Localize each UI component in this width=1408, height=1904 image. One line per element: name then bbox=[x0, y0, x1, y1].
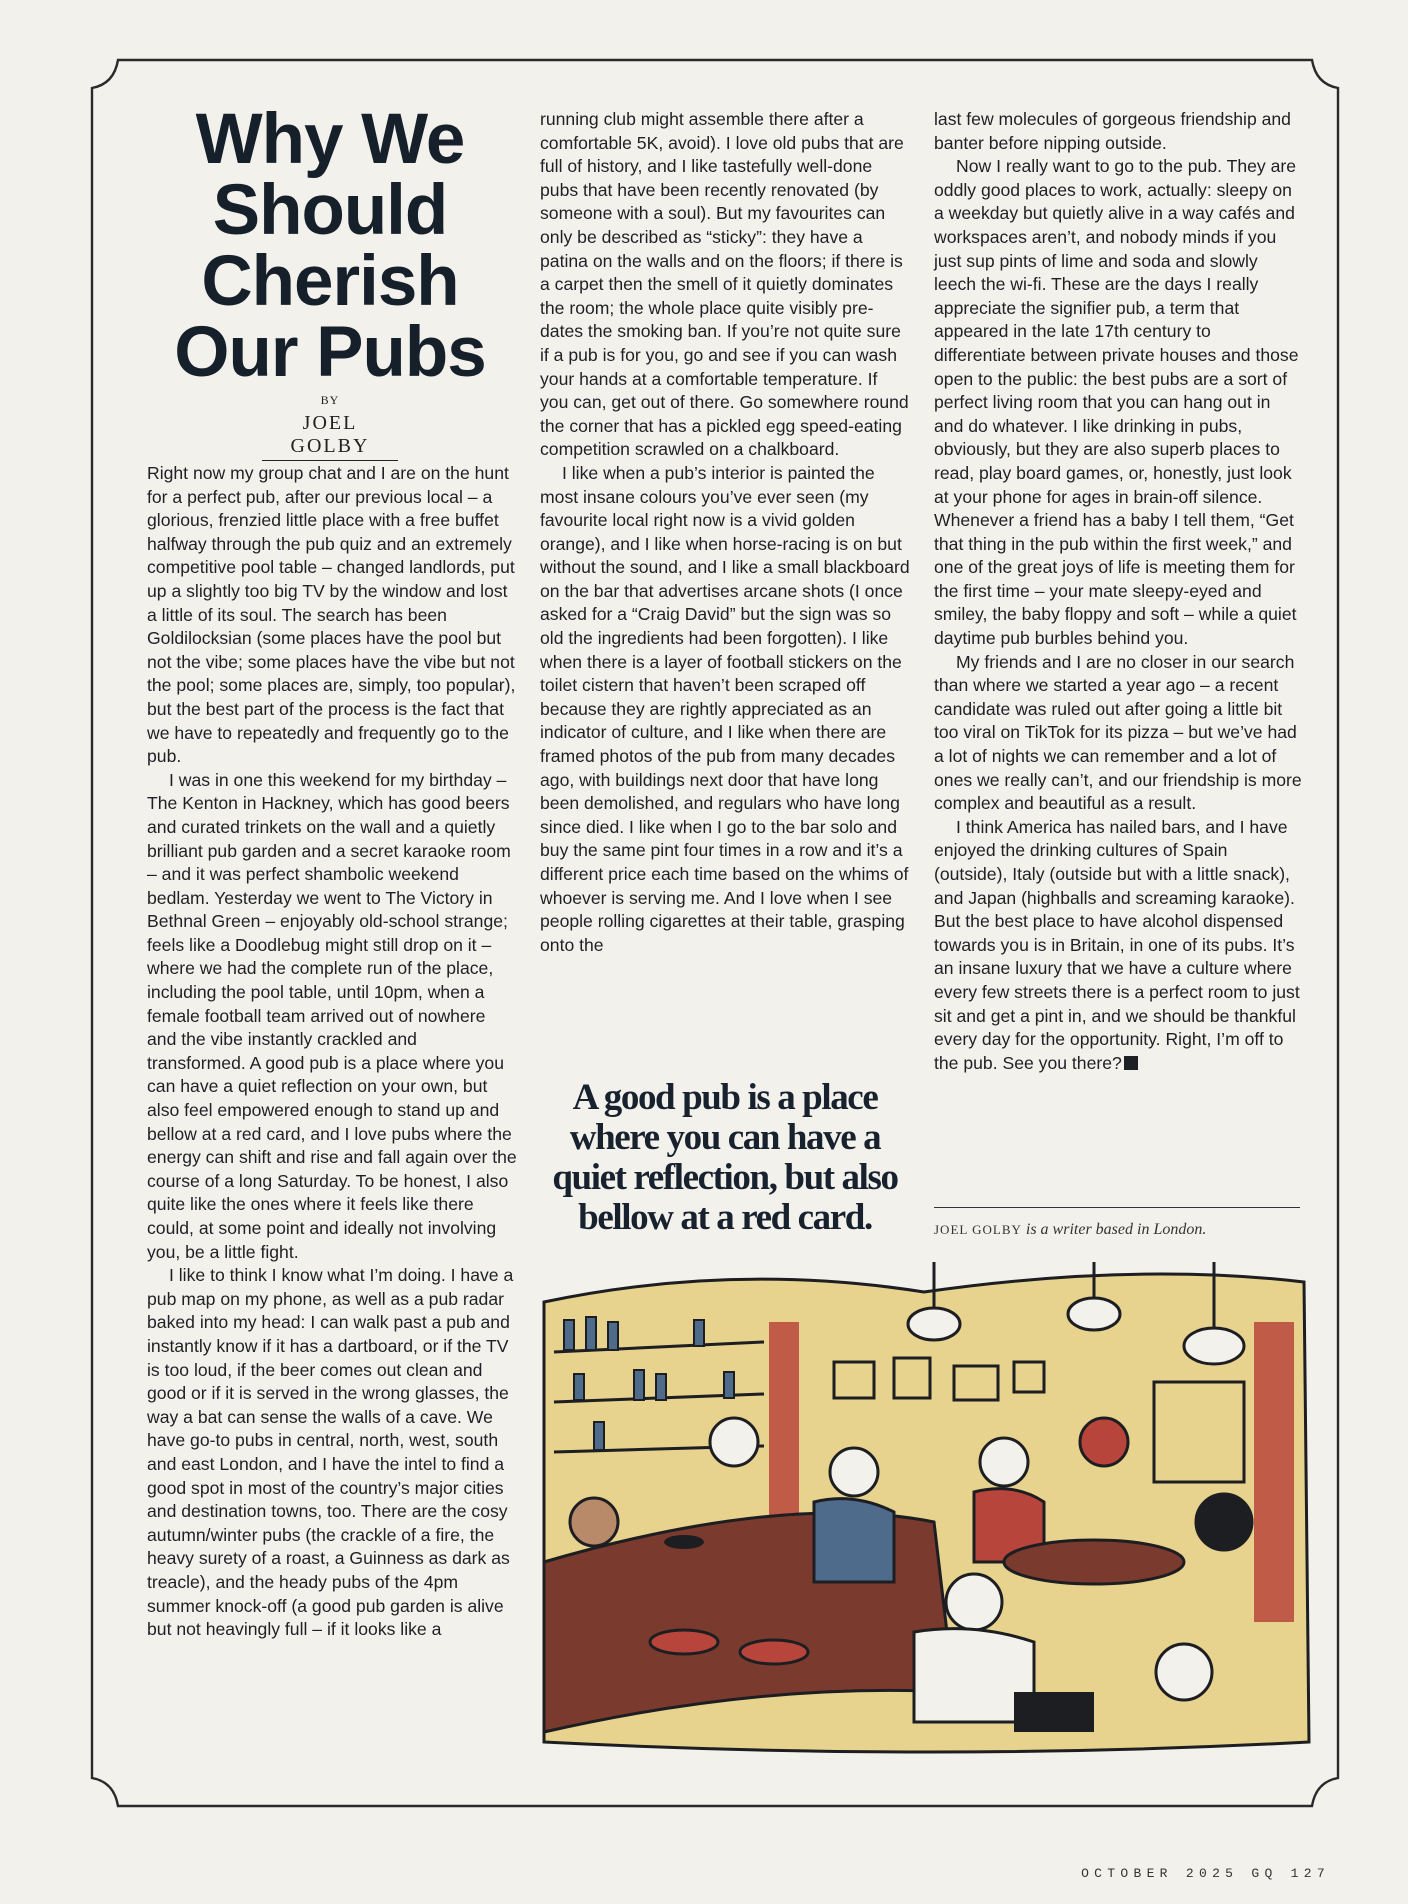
paragraph-last bbox=[934, 816, 1304, 1076]
body-column-2 bbox=[540, 108, 910, 957]
title-line: Cherish bbox=[201, 242, 459, 321]
paragraph: I like when a pub’s interior is painted the most insane colours you’ve ever seen (my favourite local right now is a vivid golden orange), and I like when horse-racing is on but without the sound, and I like a small blackboard on the bar that advertises arcane shots (I once asked for a “Craig David” but the sign was so old the ingredients had been forgotten). I like when there is a layer of football stickers on the toilet cistern that haven’t been scraped off because they are rightly appreciated as an indicator of culture, and I like when there are framed photos of the pub from many decades ago, with buildings next door that have long been demolished, and regulars who have long since died. I like when I go to the bar solo and buy the same pint four times in a row and it’s a different price each time based on the whims of whoever is serving me. And I love when I see people rolling cigarettes at their table, grasping onto the bbox=[540, 462, 910, 955]
credit-divider bbox=[934, 1207, 1300, 1208]
title-line: Why We bbox=[195, 100, 465, 179]
title-line: Our Pubs bbox=[174, 313, 486, 392]
paragraph: I was in one this weekend for my birthday – The Kenton in Hackney, which has good beers and curated trinkets on the wall and a quietly brilliant pub garden and a secret karaoke room – and it was perfect shambolic weekend bedlam. Yesterday we went to The Victory in Bethnal Green – enjoyably old-school strange; feels like a Doodlebug might still drop on it – where we had the complete run of the place, including the pool table, until 10pm, when a female football team arrived out of nowhere and the vibe instantly crackled and transformed. A good pub is a place where you can have a quiet reflection on your own, but also feel empowered enough to stand up and bellow at a red card, and I love pubs where the energy can shift and rise and fall again over the course of a long Saturday. To be honest, I also quite like the ones where it feels like there could, at some point and ideally not involving you, be a little fight. bbox=[147, 769, 517, 1262]
body-column-3 bbox=[934, 108, 1304, 1075]
paragraph: My friends and I are no closer in our search than where we started a year ago – a recent candidate was ruled out after going a little bit too viral on TikTok for its pizza – but we’ve had a lot of nights we can remember and a lot of ones we really can’t, and our friendship is more complex and beautiful as a result. bbox=[934, 651, 1302, 814]
page-footer: OCTOBER 2025 GQ 127 bbox=[1081, 1866, 1330, 1881]
paragraph: I like to think I know what I’m doing. I have a pub map on my phone, as well as a pub radar baked into my head: I can walk past a pub and instantly know if it has a dartboard, or if the TV is too loud, if the beer comes out clean and good or if it is served in the wrong glasses, the way a bat can sense the walls of a cave. We have go-to pubs in central, north, west, south and east London, and I have the intel to find a good spot in most of the country’s major cities and destination towns, too. There are the cosy autumn/winter pubs (the crackle of a fire, the heavy surety of a roast, a Guinness as dark as treacle), and the heady pubs of the 4pm summer knock-off (a good pub garden is alive but not heavingly full – if it looks like a bbox=[147, 1265, 514, 1640]
article-title bbox=[150, 100, 510, 392]
pull-quote: A good pub is a place where you can have a quiet reflection, but also bellow at a red card. bbox=[552, 1077, 898, 1238]
end-mark-icon bbox=[1124, 1056, 1138, 1070]
title-line: Should bbox=[212, 171, 448, 250]
byline-author: JOEL GOLBY bbox=[262, 412, 398, 461]
byline-by: BY bbox=[320, 393, 340, 407]
author-credit bbox=[934, 1221, 1304, 1239]
paragraph: last few molecules of gorgeous friendship and banter before nipping outside. bbox=[934, 109, 1291, 153]
body-column-1 bbox=[147, 462, 517, 1642]
paragraph: running club might assemble there after a comfortable 5K, avoid). I love old pubs that are full of history, and I like tastefully well-done pubs that have been recently renovated (by someone with a soul). But my favourites can only be described as “sticky”: they have a patina on the walls and on the floors; if there is a carpet then the smell of it quietly dominates the room; the whole place quite visibly pre-dates the smoking ban. If you’re not quite sure if a pub is for you, go and see if you can wash your hands at a comfortable temperature. If you can, get out of there. Go somewhere round the corner that has a pickled egg speed-eating competition scrawled on a chalkboard. bbox=[540, 109, 909, 460]
paragraph: Right now my group chat and I are on the hunt for a perfect pub, after our previous local – a glorious, frenzied little place with a free buffet halfway through the pub quiz and an extremely competitive pool table – changed landlords, put up a slightly too big TV by the window and lost a little of its soul. The search has been Goldilocksian (some places have the pool but not the vibe; some places have the vibe but not the pool; some places are, simply, too popular), but the best part of the process is the fact that we have to repeatedly and frequently go to the pub. bbox=[147, 463, 516, 767]
paragraph: Now I really want to go to the pub. They are oddly good places to work, actually: sleepy on a weekday but quietly alive in a way cafés and workspaces aren’t, and nobody minds if you just sup pints of lime and soda and slowly leech the wi-fi. These are the days I really appreciate the signifier pub, a term that appeared in the late 17th century to differentiate between private houses and those open to the public: the best pubs are a sort of perfect living room that you can hang out in and do whatever. I like drinking in pubs, obviously, but they are also superb places to read, play board games, or, honestly, just look at your phone for ages in brain-off silence. Whenever a friend has a baby I tell them, “Get that thing in the pub within the first week,” and one of the great joys of life is meeting them for the first time – your mate sleepy-eyed and smiley, the baby floppy and soft – while a quiet daytime pub burbles behind you. bbox=[934, 156, 1299, 649]
credit-name: JOEL GOLBY bbox=[934, 1222, 1022, 1237]
pub-illustration bbox=[534, 1262, 1314, 1756]
credit-text: is a writer based in London. bbox=[1021, 1221, 1207, 1238]
paragraph-text: I think America has nailed bars, and I have enjoyed the drinking cultures of Spain (outside), Italy (outside but with a little snack), and Japan (highballs and screaming karaoke). But the best place to have alcohol dispensed towards you is in Britain, in one of its pubs. It’s an insane luxury that we have a culture where every few streets there is a perfect room to just sit and get a pint in, and we should be thankful every day for the opportunity. Right, I’m off to the pub. See you there? bbox=[934, 816, 1300, 1073]
